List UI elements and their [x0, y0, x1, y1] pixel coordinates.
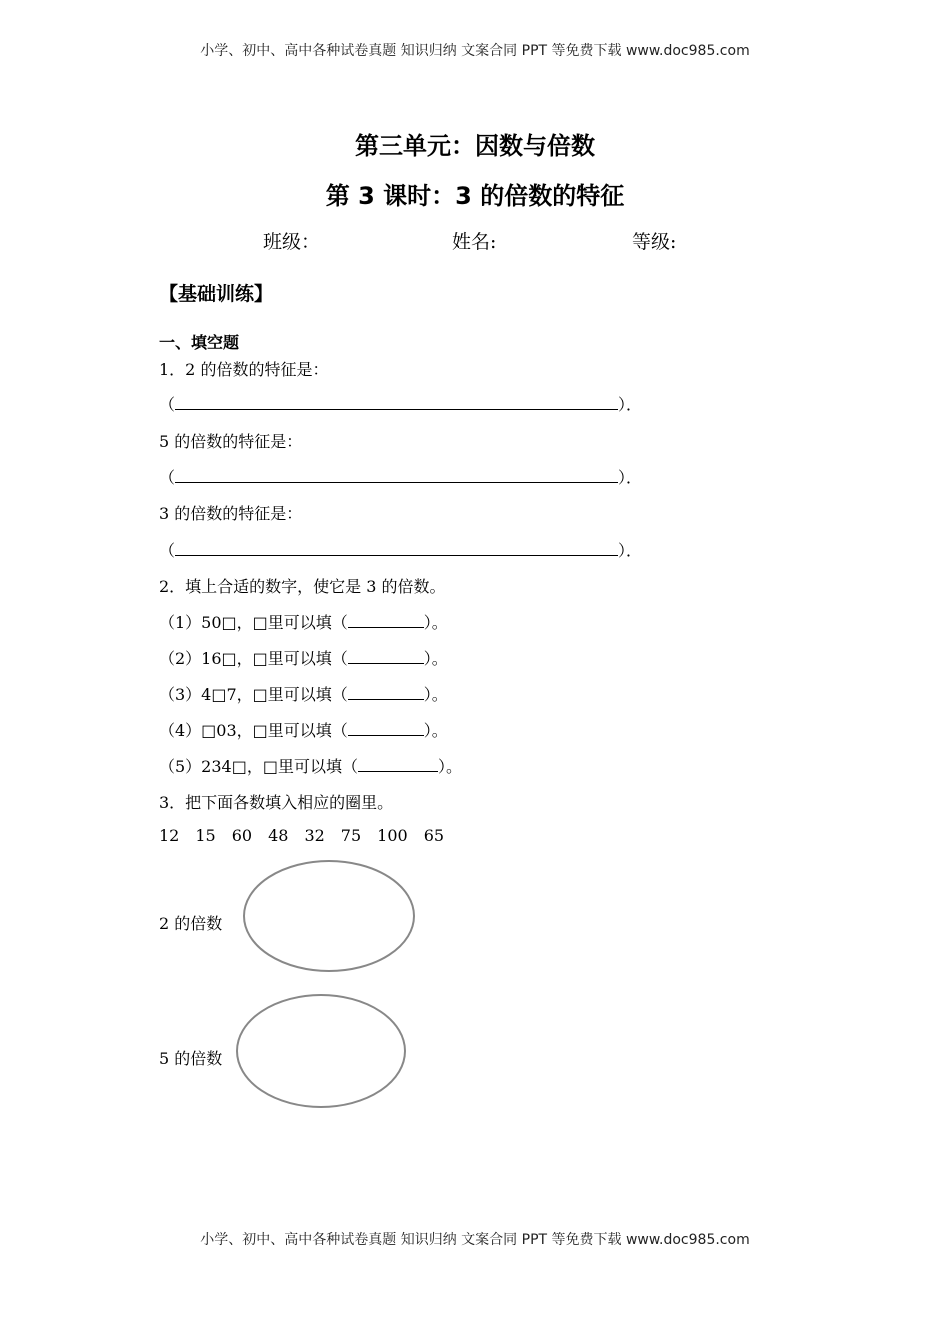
number-item: 60: [231, 826, 253, 845]
number-item: 15: [195, 826, 216, 845]
number-item: 32: [304, 826, 325, 845]
answer-circle-multiples-of-5[interactable]: [232, 992, 410, 1112]
q1-answer-line-1: （ ）．: [159, 395, 643, 414]
name-label: 姓名:: [452, 231, 497, 253]
answer-blank[interactable]: [348, 685, 424, 700]
q2-item: （4）□03，□里可以填（ ）。: [159, 721, 448, 740]
section-heading: 【基础训练】: [159, 283, 274, 305]
q1-three-stem: 3 的倍数的特征是：: [159, 504, 303, 523]
page-header: 小学、初中、高中各种试卷真题 知识归纳 文案合同 PPT 等免费下载 www.doc985.com: [200, 43, 750, 59]
answer-blank[interactable]: [348, 649, 424, 664]
circle-label-multiples-of-2: 2 的倍数: [159, 914, 223, 933]
grade-label: 等级:: [632, 231, 677, 253]
page-title: 第三单元：因数与倍数: [355, 132, 595, 160]
answer-blank[interactable]: [175, 541, 618, 556]
answer-blank[interactable]: [348, 721, 424, 736]
class-label: 班级：: [263, 231, 321, 253]
q2-stem: 2．填上合适的数字，使它是 3 的倍数。: [159, 577, 446, 596]
q3-number-list: [159, 826, 460, 845]
number-item: 75: [340, 826, 362, 845]
number-item: 65: [423, 826, 445, 845]
page-footer: 小学、初中、高中各种试卷真题 知识归纳 文案合同 PPT 等免费下载 www.doc985.com: [200, 1232, 750, 1248]
answer-blank[interactable]: [175, 468, 618, 483]
q3-stem: 3．把下面各数填入相应的圈里。: [159, 793, 394, 812]
q2-item: （5）234□，□里可以填（ ）。: [159, 757, 462, 776]
answer-blank[interactable]: [175, 395, 618, 410]
q1-answer-line-3: （ ）．: [159, 541, 643, 560]
q1-answer-line-2: （ ）．: [159, 468, 643, 487]
answer-blank[interactable]: [348, 613, 424, 628]
part-heading: 一、填空题: [159, 333, 240, 352]
q2-item: （3）4□7，□里可以填（ ）。: [159, 685, 448, 704]
q2-item: （1）50□，□里可以填（ ）。: [159, 613, 448, 632]
number-item: 100: [377, 826, 408, 845]
lesson-subtitle: 第 3 课时：3 的倍数的特征: [325, 182, 625, 210]
number-item: 48: [268, 826, 289, 845]
answer-circle-multiples-of-2[interactable]: [240, 858, 420, 976]
q2-item: （2）16□，□里可以填（ ）。: [159, 649, 448, 668]
number-item: 12: [159, 826, 180, 845]
q1-stem: 1．2 的倍数的特征是：: [159, 360, 329, 379]
q1-five-stem: 5 的倍数的特征是：: [159, 432, 303, 451]
circle-label-multiples-of-5: 5 的倍数: [159, 1049, 223, 1068]
answer-blank[interactable]: [358, 757, 438, 772]
